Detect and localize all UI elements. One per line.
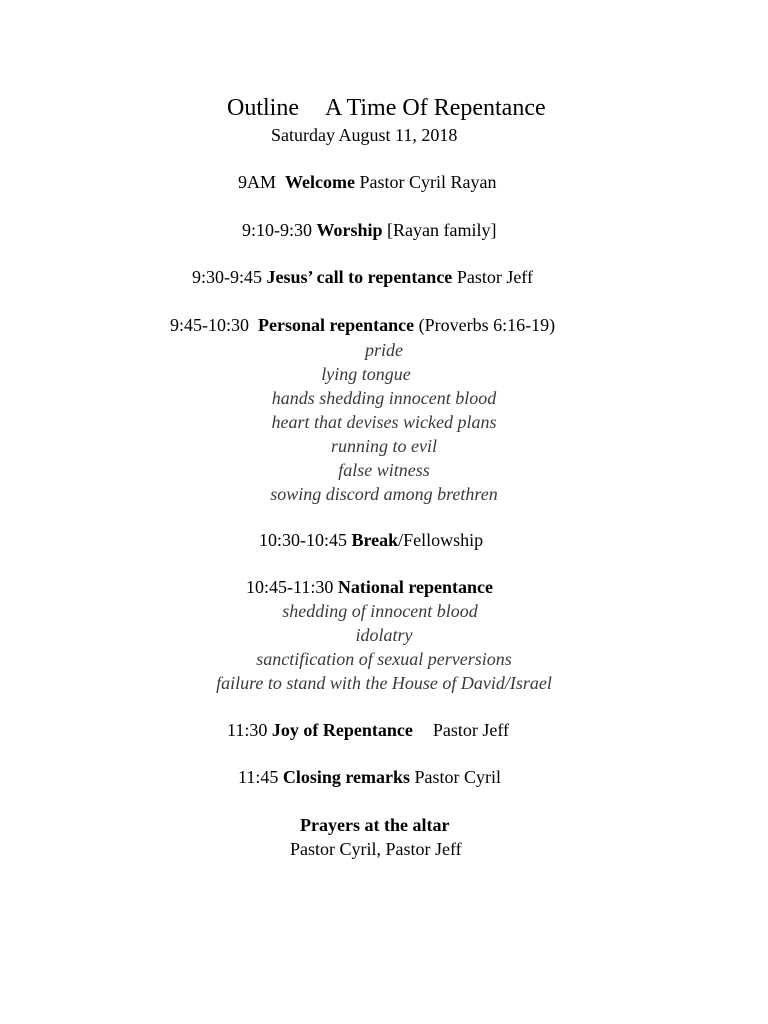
event-date: Saturday August 11, 2018	[271, 125, 458, 145]
welcome-speaker: Pastor Cyril Rayan	[359, 172, 497, 192]
schedule-call	[192, 265, 533, 289]
personal-time: 9:45-10:30	[170, 315, 249, 335]
schedule-personal	[170, 313, 555, 337]
list-item: false witness	[338, 460, 430, 480]
list-item: shedding of innocent blood	[282, 601, 478, 621]
prayers-label: Prayers at the altar	[300, 815, 450, 835]
list-item: heart that devises wicked plans	[271, 412, 497, 432]
document-title	[227, 93, 546, 123]
joy-speaker: Pastor Jeff	[432, 720, 509, 740]
title-outline: Outline	[227, 95, 299, 121]
list-item: running to evil	[331, 436, 437, 456]
joy-label: Joy of Repentance	[271, 720, 413, 740]
schedule-welcome	[238, 170, 497, 194]
closing-time: 11:45	[238, 767, 279, 787]
list-item: idolatry	[355, 625, 413, 645]
list-item: failure to stand with the House of David/Israel	[216, 673, 552, 693]
schedule-closing	[238, 765, 501, 789]
prayers-speakers: Pastor Cyril, Pastor Jeff	[290, 839, 462, 859]
break-label: Break	[351, 530, 399, 550]
break-rest: /Fellowship	[398, 530, 484, 550]
joy-time: 11:30	[227, 720, 268, 740]
worship-speaker: [Rayan family]	[387, 220, 497, 240]
personal-reference: (Proverbs 6:16-19)	[418, 315, 556, 335]
closing-label: Closing remarks	[282, 767, 411, 787]
national-label: National repentance	[337, 577, 493, 597]
list-item: sowing discord among brethren	[270, 484, 498, 504]
call-label: Jesus’ call to repentance	[266, 267, 453, 287]
list-item: sanctification of sexual perversions	[256, 649, 512, 669]
call-speaker: Pastor Jeff	[456, 267, 533, 287]
break-time: 10:30-10:45	[259, 530, 347, 550]
worship-label: Worship	[316, 220, 383, 240]
schedule-worship	[242, 218, 497, 242]
personal-label: Personal repentance	[258, 315, 415, 335]
closing-speaker: Pastor Cyril	[414, 767, 502, 787]
welcome-time: 9AM	[238, 172, 277, 192]
list-item: lying tongue	[321, 364, 411, 384]
schedule-break	[259, 528, 483, 552]
national-time: 10:45-11:30	[246, 577, 334, 597]
worship-time: 9:10-9:30	[242, 220, 312, 240]
schedule-joy	[227, 718, 509, 742]
list-item: hands shedding innocent blood	[271, 388, 497, 408]
schedule-national	[246, 575, 493, 599]
welcome-label: Welcome	[285, 172, 355, 192]
call-time: 9:30-9:45	[192, 267, 262, 287]
list-item: pride	[365, 340, 403, 360]
title-name: A Time Of Repentance	[325, 95, 546, 121]
